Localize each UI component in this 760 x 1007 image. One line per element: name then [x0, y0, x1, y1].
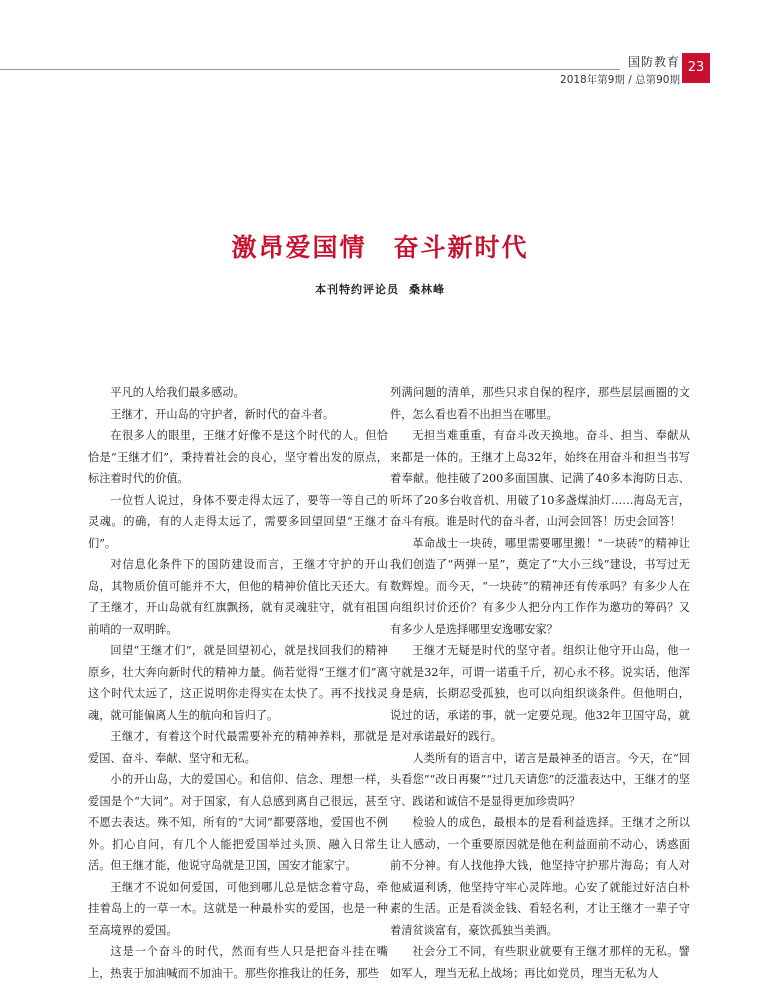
byline	[0, 281, 760, 297]
paragraph: 人类所有的语言中，诺言是最神圣的语言。今天，在“回头看您”“改日再聚”“过几天请您”的泛滥表达中，王继才的坚守、践诺和诚信不是显得更加珍贵吗？	[390, 751, 690, 808]
paragraph: 王继才无疑是时代的坚守者。组织让他守开山岛，他一守就是32年，可谓一诺重千斤，初心永不移。说实话，他浑身是病，长期忍受孤独，也可以向组织谈条件。但他明白，说过的话，承诺的事，就一定要兑现。他32年卫国守岛，就是对承诺最好的践行。	[390, 644, 690, 743]
paragraph-continued: 列满问题的清单，那些只求自保的程序，那些层层画圈的文件，怎么看也看不出担当在哪里。	[390, 386, 690, 421]
magazine-name: 国防教育	[627, 55, 680, 69]
paragraph: 平凡的人给我们最多感动。	[110, 386, 245, 399]
paragraph: 小的开山岛，大的爱国心。和信仰、信念、理想一样，爱国是个“大词”。对于国家，有人总感到离自己很远，甚至不愿去表达。殊不知，所有的“大词”都要落地，爱国也不例外。扪心自问，有几个人能把爱国举过头顶、融入日常生活。但王继才能，他说守岛就是卫国，国安才能家宁。	[88, 773, 388, 872]
header-rule	[0, 69, 620, 70]
left-column	[88, 382, 388, 984]
paragraph: 王继才不说如何爱国，可他到哪儿总是惦念着守岛，牵挂着岛上的一草一木。这就是一种最朴实的爱国，也是一种至高境界的爱国。	[88, 880, 388, 937]
article-title: 激昂爱国情 奋斗新时代	[231, 233, 529, 262]
paragraph: 社会分工不同，有些职业就要有王继才那样的无私。譬如军人，理当无私上战场；再比如党员，理当无私为人	[390, 945, 690, 980]
issue-info: 2018年第9期 / 总第90期	[560, 74, 680, 86]
right-column	[390, 382, 690, 984]
paragraph: 王继才，开山岛的守护者，新时代的奋斗者。	[110, 407, 335, 421]
paragraph: 对信息化条件下的国防建设而言，王继才守护的开山岛，其物质价值可能并不大，但他的精神价值比天还大。有了王继才，开山岛就有红旗飘扬，就有灵魂驻守，就有祖国前哨的一双明眸。	[88, 558, 388, 636]
page-number: 23	[682, 53, 710, 83]
paragraph: 回望“王继才们”，就是回望初心，就是找回我们的精神原乡，壮大奔向新时代的精神力量。倘若觉得“王继才们”离这个时代太远了，这正说明你走得实在太快了。再不找找灵魂，就可能偏离人生的航向和旨归了。	[88, 644, 388, 722]
byline-author: 桑林峰	[409, 283, 445, 296]
paragraph: 检验人的成色，最根本的是看利益选择。王继才之所以让人感动，一个重要原因就是他在利益面前不动心，诱惑面前不分神。有人找他挣大钱，他坚持守护那片海岛；有人对他威逼利诱，他坚持守牢心灵阵地。心安了就能过好洁白朴素的生活。正是看淡金钱、看轻名利，才让王继才一辈子守着清贫谈富有，豪饮孤独当美酒。	[390, 816, 690, 937]
paragraph: 革命战士一块砖，哪里需要哪里搬！“一块砖”的精神让我们创造了“两弹一星”，奠定了“大小三线”建设，书写过无数辉煌。而今天，“一块砖”的精神还有传承吗？有多少人在向组织讨价还价？有多少人把分内工作作为邀功的筹码？又有多少人是选择哪里安逸哪安家？	[390, 536, 690, 636]
paragraph: 在很多人的眼里，王继才好像不是这个时代的人。但恰恰是“王继才们”，秉持着社会的良心，坚守着出发的原点，标注着时代的价值。	[88, 429, 388, 485]
paragraph: 一位哲人说过，身体不要走得太远了，要等一等自己的灵魂。的确，有的人走得太远了，需要多回望回望“王继才们”。	[88, 493, 388, 550]
paragraph: 王继才，有着这个时代最需要补充的精神养料，那就是爱国、奋斗、奉献、坚守和无私。	[88, 730, 388, 765]
paragraph: 这是一个奋斗的时代，然而有些人只是把奋斗挂在嘴上，热衷于加油喊而不加油干。那些你推我让的任务，那些	[88, 945, 388, 980]
byline-role: 本刊特约评论员	[315, 283, 399, 296]
paragraph: 无担当难重重，有奋斗改天换地。奋斗、担当、奉献从来都是一体的。王继才上岛32年，始终在用奋斗和担当书写着奉献。他挂破了200多面国旗、记满了40多本海防日志、听坏了20多台收音机、用破了10多盏煤油灯……海岛无言，奋斗有痕。谁是时代的奋斗者，山河会回答！历史会回答！	[390, 429, 690, 528]
